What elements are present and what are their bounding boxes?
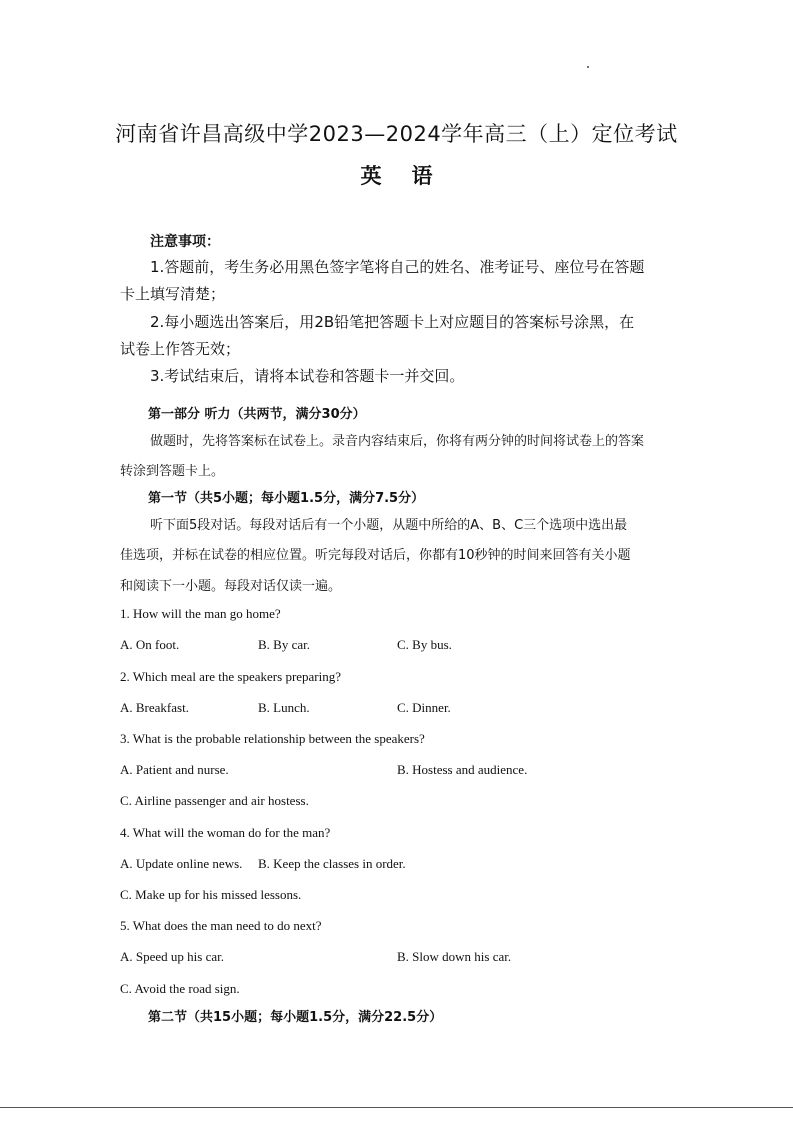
part1-heading: 第一部分 听力（共两节，满分30分） — [148, 407, 366, 422]
question-4-option-a: A. Update online news. — [120, 856, 243, 871]
question-4-text: 4. What will the woman do for the man? — [120, 825, 331, 840]
scan-speck — [587, 66, 589, 68]
question-2-option-b: B. Lunch. — [258, 700, 310, 715]
page-bottom-rule — [0, 1107, 793, 1108]
question-5-option-b: B. Slow down his car. — [397, 949, 512, 964]
question-4-option-c: C. Make up for his missed lessons. — [120, 887, 302, 902]
notice-item-2-line-1: 2.每小题选出答案后，用2B铅笔把答题卡上对应题目的答案标号涂黑，在 — [150, 313, 635, 331]
notice-item-1-line-2: 卡上填写清楚； — [120, 285, 226, 303]
section2-heading: 第二节（共15小题；每小题1.5分，满分22.5分） — [148, 1010, 443, 1025]
question-2-text: 2. Which meal are the speakers preparing? — [120, 669, 342, 684]
notice-item-3: 3.考试结束后，请将本试卷和答题卡一并交回。 — [150, 367, 465, 385]
section1-intro-line-2: 佳选项，并标在试卷的相应位置。听完每段对话后，你都有10秒钟的时间来回答有关小题 — [120, 548, 631, 563]
subject-title: 英语 — [360, 164, 463, 188]
notice-heading: 注意事项： — [150, 234, 220, 250]
question-3-option-a: A. Patient and nurse. — [120, 762, 229, 777]
question-1-option-b: B. By car. — [258, 637, 310, 652]
question-4-option-b: B. Keep the classes in order. — [258, 856, 406, 871]
question-5-option-c: C. Avoid the road sign. — [120, 981, 240, 996]
exam-title: 河南省许昌高级中学2023—2024学年高三（上）定位考试 — [115, 122, 678, 146]
notice-item-1-line-1: 1.答题前，考生务必用黑色签字笔将自己的姓名、准考证号、座位号在答题 — [150, 258, 645, 276]
question-1-option-a: A. On foot. — [120, 637, 180, 652]
part1-intro-line-1: 做题时，先将答案标在试卷上。录音内容结束后，你将有两分钟的时间将试卷上的答案 — [150, 434, 645, 449]
question-1-option-c: C. By bus. — [397, 637, 452, 652]
part1-intro-line-2: 转涂到答题卡上。 — [120, 464, 225, 479]
notice-item-2-line-2: 试卷上作答无效； — [120, 340, 241, 358]
question-2-option-a: A. Breakfast. — [120, 700, 189, 715]
question-1-text: 1. How will the man go home? — [120, 606, 281, 621]
question-5-text: 5. What does the man need to do next? — [120, 918, 322, 933]
section1-intro-line-3: 和阅读下一小题。每段对话仅读一遍。 — [120, 579, 342, 594]
question-2-option-c: C. Dinner. — [397, 700, 451, 715]
question-5-option-a: A. Speed up his car. — [120, 949, 224, 964]
question-3-option-b: B. Hostess and audience. — [397, 762, 528, 777]
question-3-text: 3. What is the probable relationship between the speakers? — [120, 731, 425, 746]
question-3-option-c: C. Airline passenger and air hostess. — [120, 793, 309, 808]
section1-intro-line-1: 听下面5段对话。每段对话后有一个小题，从题中所给的A、B、C三个选项中选出最 — [150, 518, 628, 533]
section1-heading: 第一节（共5小题；每小题1.5分，满分7.5分） — [148, 491, 425, 506]
